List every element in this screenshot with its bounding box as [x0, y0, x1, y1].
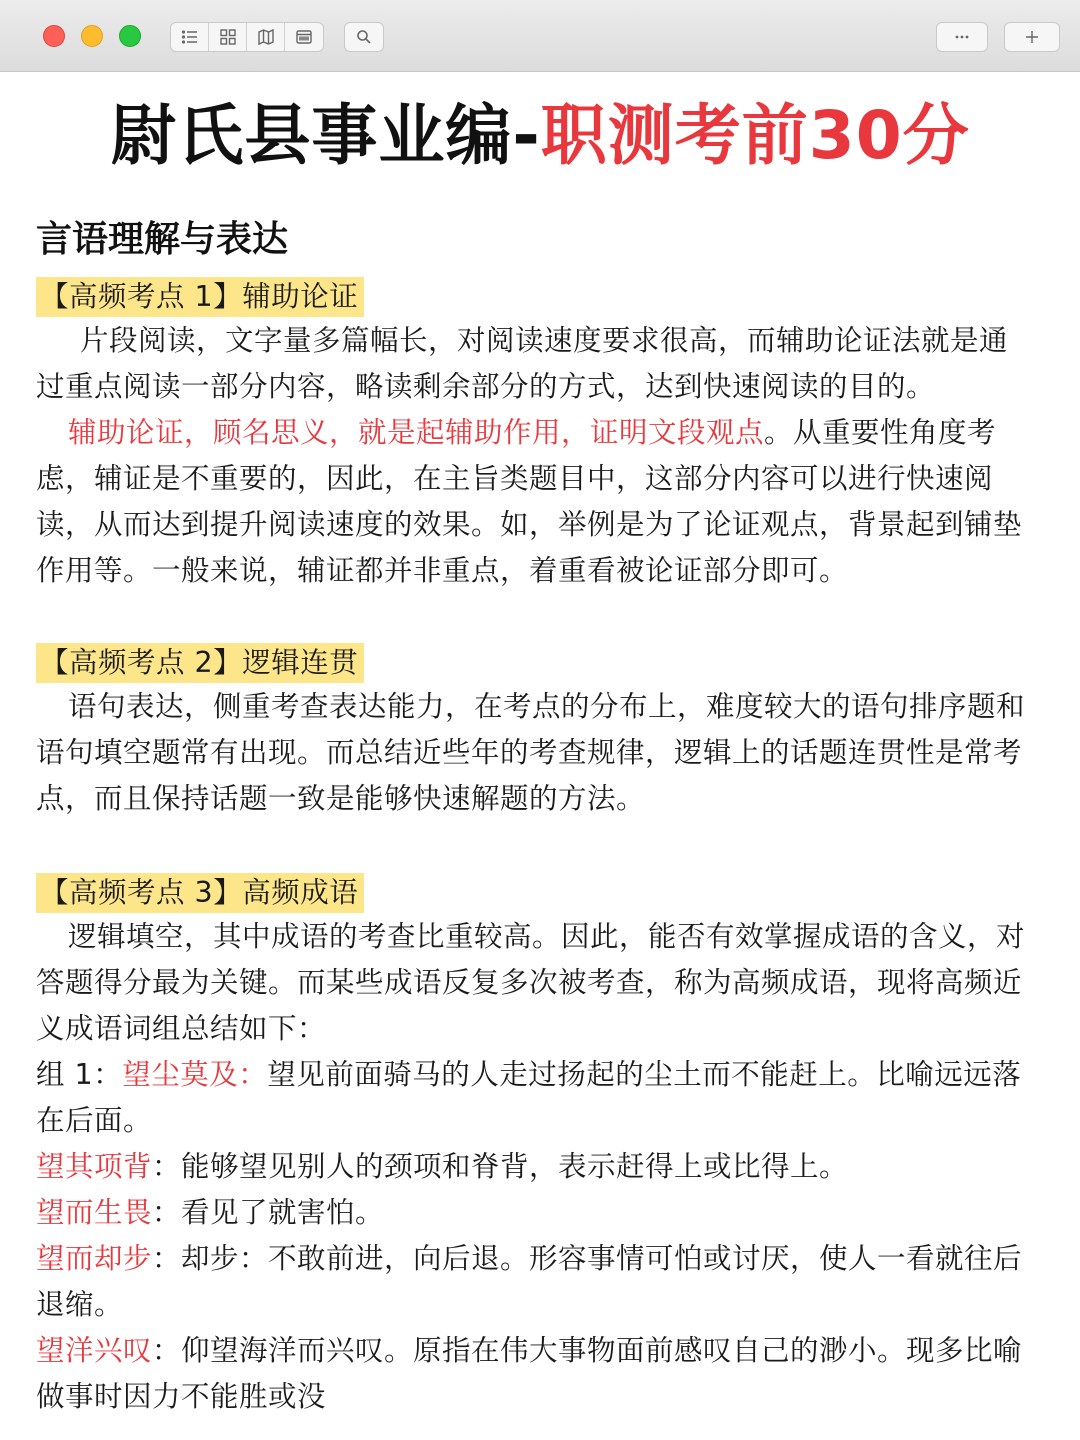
minimize-window-button[interactable]: [81, 25, 103, 47]
point-1-line-1: 片段阅读，文字量多篇幅长，对阅读速度要求很高，而辅助论证法就是通: [80, 324, 1009, 357]
idiom-row-2: [36, 1144, 1072, 1190]
point-1-red-lead: 辅助论证，顾名思义，就是起辅助作用，证明文段观点: [68, 416, 765, 449]
point-2-line-3: 点，而且保持话题一致是能够快速解题的方法。: [36, 782, 646, 815]
point-3-line-3: 义成语词组总结如下：: [36, 1012, 327, 1045]
idiom-text-4: ：却步：不敢前进，向后退。形容事情可怕或讨厌，使人一看就往后: [152, 1242, 1023, 1275]
point-1-line-4: 虑，辅证是不重要的，因此，在主旨类题目中，这部分内容可以进行快速阅: [36, 462, 994, 495]
idiom-word-3: 望而生畏: [36, 1196, 153, 1229]
idiom-cont-4: 退缩。: [36, 1288, 124, 1321]
point-1-line-6: 作用等。一般来说，辅证都并非重点，着重看被论证部分即可。: [36, 554, 849, 587]
point-3: [36, 870, 1072, 916]
sidebar-toggle-button[interactable]: [285, 23, 323, 51]
point-1-line-3: [36, 410, 1072, 456]
idiom-row-5: [36, 1328, 1072, 1374]
idiom-group-label: 组 1：: [36, 1058, 123, 1091]
idiom-word-4: 望而却步: [36, 1242, 153, 1275]
idiom-cont-5: 做事时因力不能胜或没: [36, 1380, 327, 1413]
point-2-tag: 【高频考点 2】逻辑连贯: [36, 643, 364, 683]
point-2: [36, 640, 1072, 686]
title-accent: 职测考前30分: [540, 97, 970, 174]
grid-view-button[interactable]: [209, 23, 247, 51]
point-2-line-1: 语句表达，侧重考查表达能力，在考点的分布上，难度较大的语句排序题和: [68, 690, 1026, 723]
sidebar-icon: [295, 28, 313, 46]
map-icon: [257, 28, 275, 46]
point-1-tag: 【高频考点 1】辅助论证: [36, 277, 364, 317]
idiom-text-2: ：能够望见别人的颈项和脊背，表示赶得上或比得上。: [152, 1150, 849, 1183]
point-2-line-2: 语句填空题常有出现。而总结近些年的考查规律，逻辑上的话题连贯性是常考: [36, 736, 1023, 769]
point-3-line-2: 答题得分最为关键。而某些成语反复多次被考查，称为高频成语，现将高频近: [36, 966, 1023, 999]
idiom-word-1: 望尘莫及：: [122, 1058, 268, 1091]
add-group: [1004, 22, 1060, 52]
idiom-word-2: 望其项背: [36, 1150, 153, 1183]
point-3-line-1: 逻辑填空，其中成语的考查比重较高。因此，能否有效掌握成语的含义，对: [68, 920, 1026, 953]
search-group: [344, 22, 384, 52]
idiom-row-3: [36, 1190, 1072, 1236]
idiom-text-5: ：仰望海洋而兴叹。原指在伟大事物面前感叹自己的渺小。现多比喻: [152, 1334, 1023, 1367]
point-1-line-2: 过重点阅读一部分内容，略读剩余部分的方式，达到快速阅读的目的。: [36, 370, 936, 403]
point-1-line-5: 读，从而达到提升阅读速度的效果。如，举例是为了论证观点，背景起到铺垫: [36, 508, 1023, 541]
view-mode-group: [170, 22, 324, 52]
idiom-row-1: [36, 1052, 1072, 1098]
plus-icon: [1023, 28, 1041, 46]
point-3-tag: 【高频考点 3】高频成语: [36, 873, 364, 913]
list-icon: [181, 28, 199, 46]
point-3-body: [36, 914, 1072, 1420]
search-button[interactable]: [345, 23, 383, 51]
close-window-button[interactable]: [43, 25, 65, 47]
idiom-text-1: 望见前面骑马的人走过扬起的尘土而不能赶上。比喻远远落: [267, 1058, 1022, 1091]
point-1-body: [36, 318, 1072, 594]
point-1: [36, 274, 1072, 320]
map-view-button[interactable]: [247, 23, 285, 51]
list-view-button[interactable]: [171, 23, 209, 51]
more-icon: [953, 28, 971, 46]
more-group: [936, 22, 988, 52]
search-icon: [355, 28, 373, 46]
title-prefix: 尉氏县事业编-: [110, 97, 541, 174]
zoom-window-button[interactable]: [119, 25, 141, 47]
page-title: [0, 94, 1080, 178]
section-heading: 言语理解与表达: [36, 219, 289, 260]
grid-icon: [219, 28, 237, 46]
idiom-text-3: ：看见了就害怕。: [152, 1196, 385, 1229]
idiom-word-5: 望洋兴叹: [36, 1334, 153, 1367]
more-button[interactable]: [937, 23, 987, 51]
point-2-body: [36, 684, 1072, 822]
idiom-cont-1: 在后面。: [36, 1104, 153, 1137]
idiom-row-4: [36, 1236, 1072, 1282]
window-titlebar: [0, 0, 1080, 72]
add-button[interactable]: [1005, 23, 1059, 51]
point-1-line-3-rest: 。从重要性角度考: [764, 416, 997, 449]
